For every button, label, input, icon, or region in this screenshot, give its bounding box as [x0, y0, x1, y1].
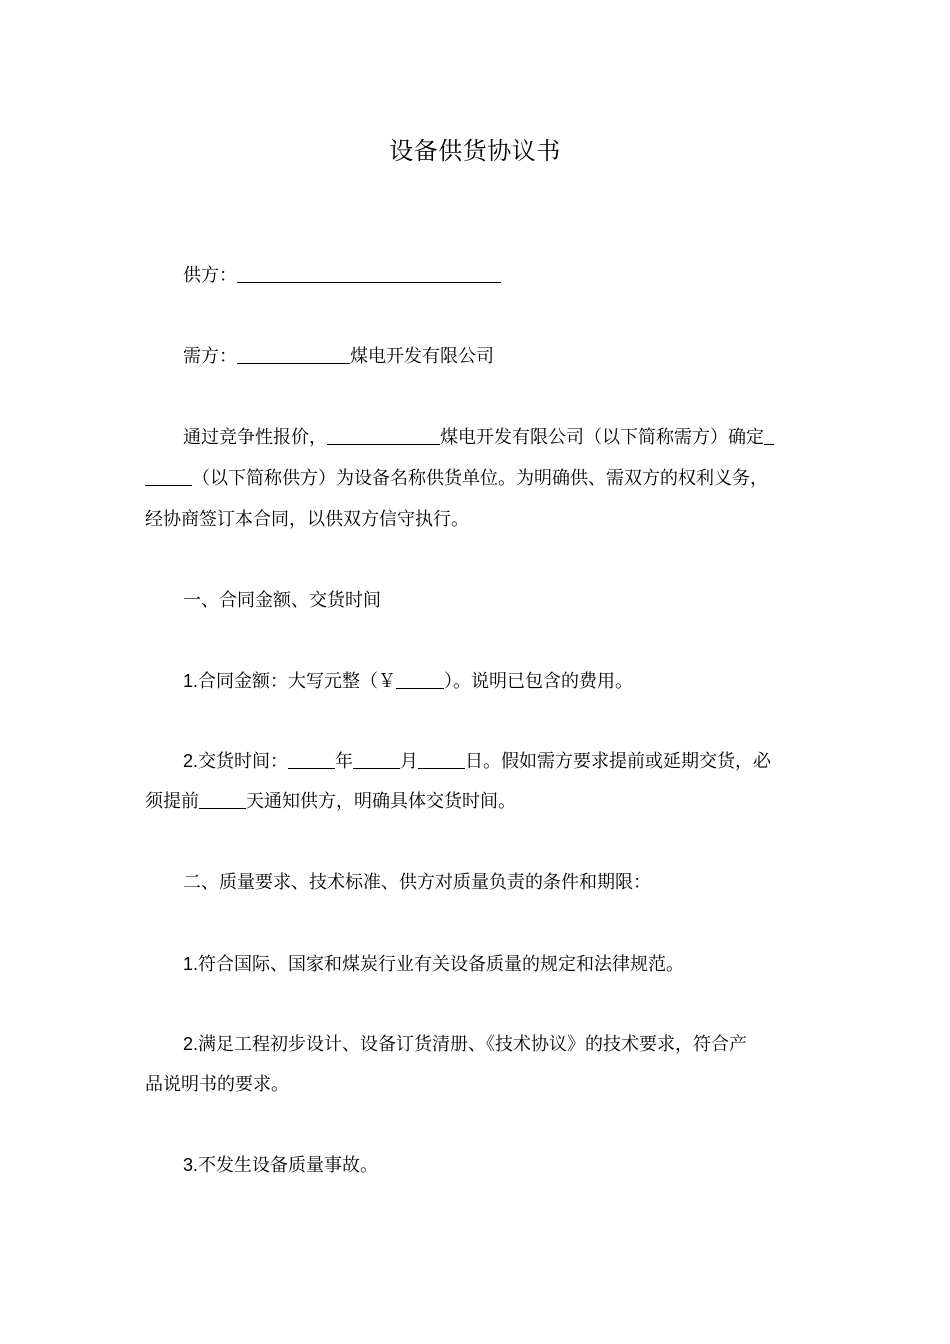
item-number: 2. [183, 751, 199, 771]
intro-blank-2a [764, 426, 774, 445]
year-label: 年 [335, 751, 354, 772]
section-1-heading [145, 581, 848, 621]
s2-item1-text: 符合国际、国家和煤炭行业有关设备质量的规定和法律规范。 [198, 954, 685, 975]
day-blank [418, 750, 465, 769]
intro-line-1 [145, 418, 848, 458]
year-blank [288, 750, 335, 769]
month-blank [353, 750, 400, 769]
section-1-heading-text: 一、合同金额、交货时间 [183, 590, 381, 611]
document-title: 设备供货协议书 [389, 137, 561, 165]
section-1-item-1 [145, 661, 848, 702]
intro-blank-2b [145, 467, 192, 486]
intro-text-1b: 煤电开发有限公司（以下简称需方）确定 [440, 427, 764, 448]
buyer-line [145, 337, 848, 377]
buyer-label: 需方： [183, 346, 237, 367]
section-1-item-2-cont [145, 782, 810, 822]
supplier-blank [237, 264, 501, 283]
s1-item2-text-c: 须提前 [145, 791, 199, 812]
section-2-item-1 [145, 944, 848, 985]
section-1-item-2 [145, 741, 848, 782]
s2-item3-text: 不发生设备质量事故。 [198, 1155, 379, 1176]
section-2-item-3 [145, 1145, 848, 1186]
s1-item1-text-a: 合同金额：大写元整（￥ [198, 671, 397, 692]
intro-line-2 [145, 459, 810, 499]
buyer-name: 煤电开发有限公司 [350, 346, 494, 367]
supplier-line [145, 256, 848, 296]
intro-line-3 [145, 500, 810, 540]
intro-blank-1 [327, 426, 440, 445]
s1-item1-text-b: ）。说明已包含的费用。 [444, 671, 634, 692]
supplier-label: 供方： [183, 265, 237, 286]
intro-text-1a: 通过竞争性报价， [183, 427, 327, 448]
buyer-blank [237, 345, 350, 364]
s1-item2-text-d: 天通知供方，明确具体交货时间。 [246, 791, 516, 812]
month-label: 月 [400, 751, 419, 772]
s1-item2-text-b: 日。假如需方要求提前或延期交货，必 [465, 751, 772, 772]
item-number: 2. [183, 1034, 199, 1054]
section-2-heading-text: 二、质量要求、技术标准、供方对质量负责的条件和期限： [183, 872, 651, 893]
item-number: 1. [183, 671, 199, 691]
s2-item2-text-b: 品说明书的要求。 [145, 1074, 289, 1095]
intro-text-2: （以下简称供方）为设备名称供货单位。为明确供、需双方的权利义务， [192, 468, 768, 489]
intro-text-3: 经协商签订本合同，以供双方信守执行。 [145, 509, 469, 530]
s1-item2-text-a: 交货时间： [198, 751, 289, 772]
item-number: 1. [183, 954, 199, 974]
item-number: 3. [183, 1155, 199, 1175]
section-2-item-2 [145, 1024, 848, 1065]
days-blank [199, 790, 246, 809]
section-2-item-2-cont [145, 1065, 810, 1105]
amount-blank [396, 670, 444, 689]
section-2-heading [145, 863, 848, 903]
s2-item2-text-a: 满足工程初步设计、设备订货清册、《技术协议》的技术要求，符合产 [198, 1034, 748, 1055]
